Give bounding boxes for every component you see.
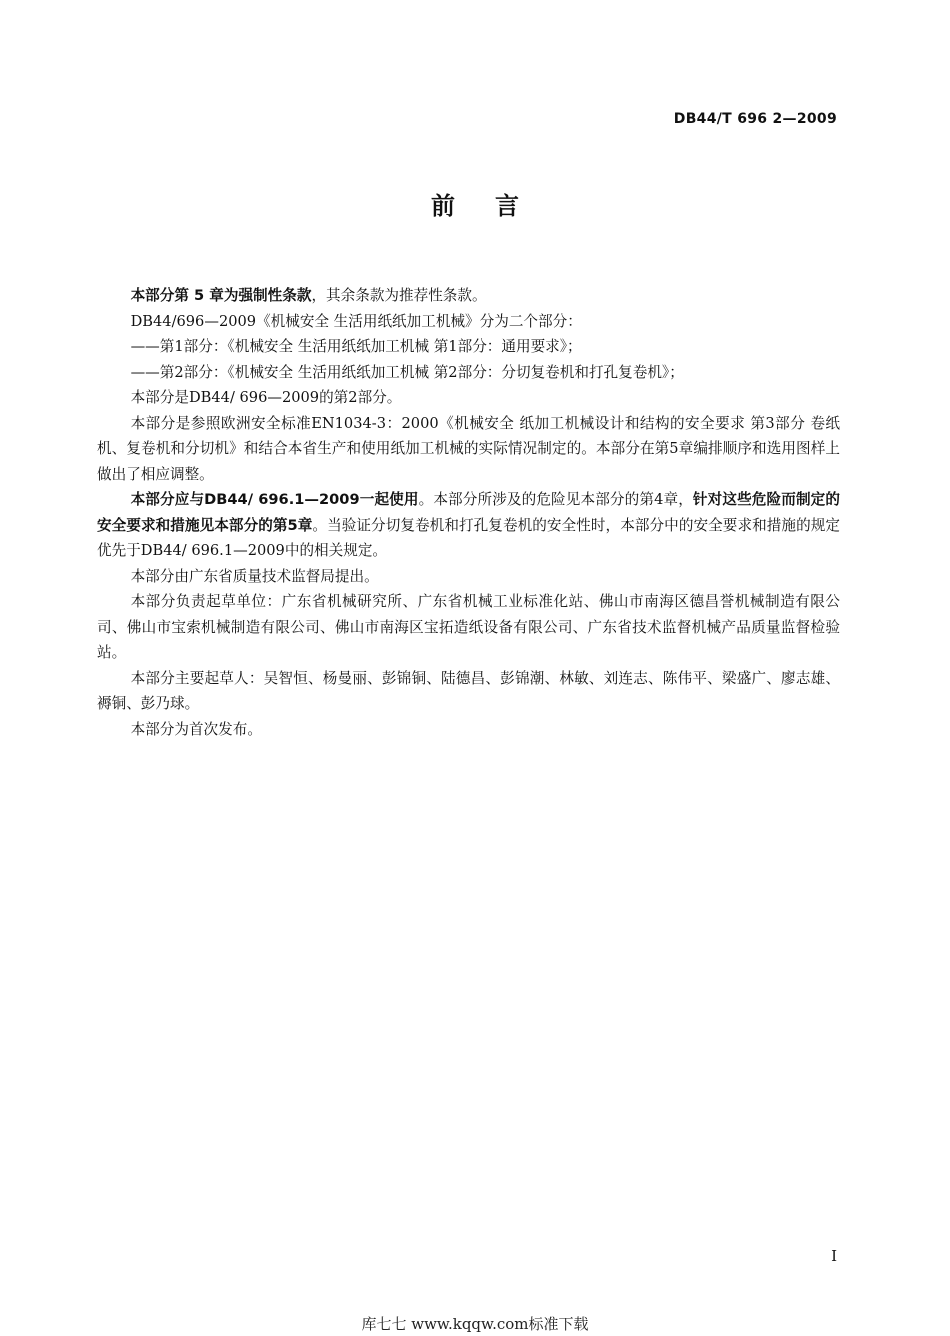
foreword-body xyxy=(97,283,840,742)
paragraph-text: ——第1部分：《机械安全 生活用纸纸加工机械 第1部分：通用要求》； xyxy=(130,338,582,355)
page-number: I xyxy=(831,1247,837,1265)
page-title: 前言 xyxy=(431,192,559,220)
bold-text: 本部分第 5 章为强制性条款 xyxy=(130,287,312,304)
bold-text: 针对这些危险而制定的安全要求和措施见本部分的第5章 xyxy=(97,491,840,534)
paragraph-text: 。当验证分切复卷机和打孔复卷机的安全性时，本部分中的安全要求和措施的规定优先于DB44/ 696.1—2009中的相关规定。 xyxy=(97,516,840,559)
paragraph-first-release xyxy=(97,717,840,743)
paragraph-text: 本部分由广东省质量技术监督局提出。 xyxy=(130,567,379,585)
paragraph-drafters xyxy=(97,666,840,717)
paragraph-text: 本部分是参照欧洲安全标准EN1034-3：2000《机械安全 纸加工机械设计和结构的安全要求 第3部分 卷纸机、复卷机和分切机》和结合本省生产和使用纸加工机械的实际情况制定的。本部分在第5章编排顺序和选用图样上做出了相应调整。 xyxy=(97,414,840,483)
paragraph-mandatory-clause xyxy=(97,283,840,309)
paragraph-usage xyxy=(97,487,840,564)
paragraph-text: ，其余条款为推荐性条款。 xyxy=(311,287,487,304)
paragraph-proposer xyxy=(97,564,840,590)
paragraph-this-part xyxy=(97,385,840,411)
paragraph-drafting-units xyxy=(97,589,840,666)
paragraph-text: 本部分主要起草人：吴智恒、杨曼丽、彭锦铜、陆德昌、彭锦潮、林敏、刘连志、陈伟平、梁盛广、廖志雄、褥铜、彭乃球。 xyxy=(97,669,840,712)
paragraph-text: 。本部分所涉及的危险见本部分的第4章， xyxy=(418,491,693,508)
paragraph-reference-standard xyxy=(97,411,840,488)
standard-number: DB44/T 696 2—2009 xyxy=(673,111,837,127)
paragraph-text: 本部分负责起草单位：广东省机械研究所、广东省机械工业标准化站、佛山市南海区德昌誉机械制造有限公司、佛山市宝索机械制造有限公司、佛山市南海区宝拓造纸设备有限公司、广东省技术监督机械产品质量监督检验站。 xyxy=(97,593,840,661)
paragraph-text: ——第2部分：《机械安全 生活用纸纸加工机械 第2部分：分切复卷机和打孔复卷机》； xyxy=(130,363,684,381)
paragraph-parts-intro xyxy=(97,309,840,335)
bold-text: 本部分应与DB44/ 696.1—2009一起使用 xyxy=(130,491,419,508)
paragraph-part-2 xyxy=(97,360,840,386)
paragraph-text: 本部分是DB44/ 696—2009的第2部分。 xyxy=(130,389,402,406)
paragraph-text: 本部分为首次发布。 xyxy=(130,720,262,738)
paragraph-part-1 xyxy=(97,334,840,360)
footer-watermark: 库七七 www.kqqw.com标准下载 xyxy=(361,1315,589,1333)
paragraph-text: DB44/696—2009《机械安全 生活用纸纸加工机械》分为二个部分： xyxy=(130,312,582,330)
